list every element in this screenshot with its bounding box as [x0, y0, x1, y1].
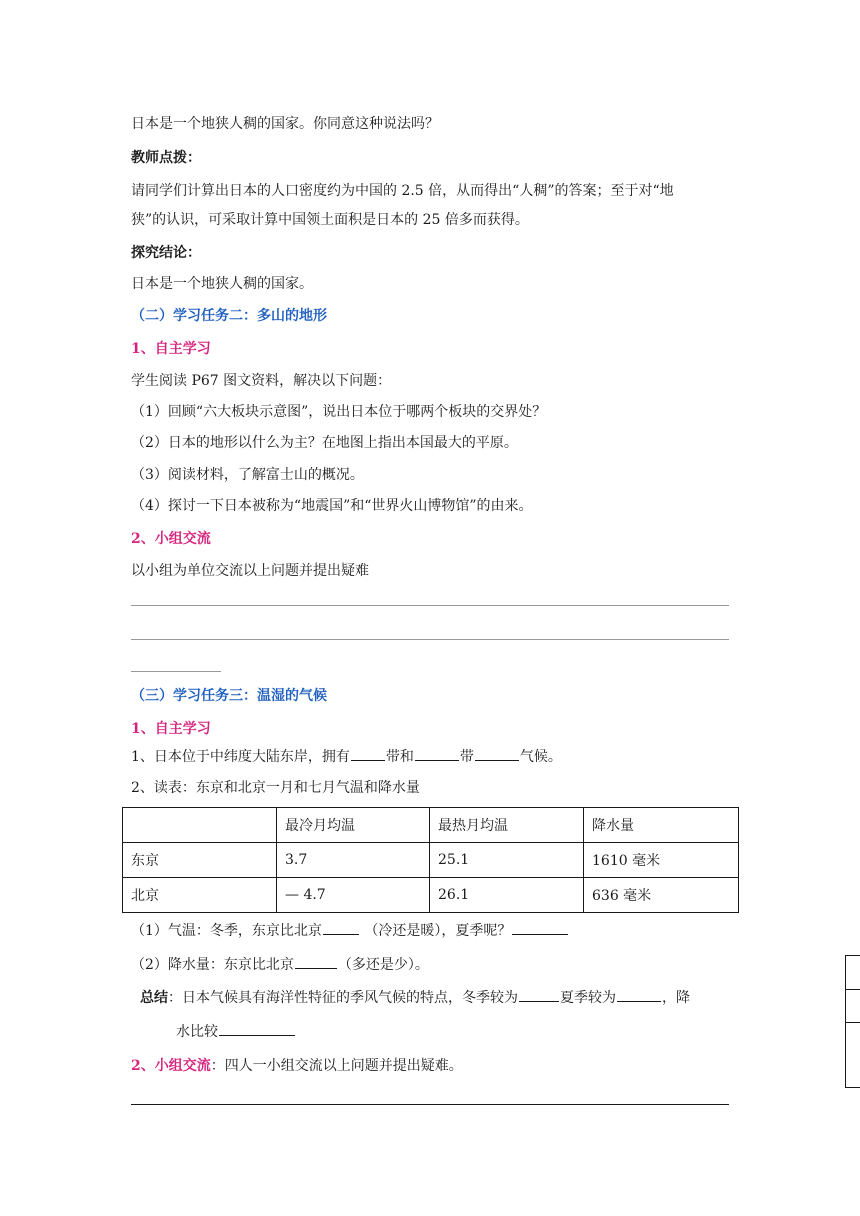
- table-row: [123, 843, 739, 878]
- answer-line: [131, 671, 221, 672]
- teacher-tip-label: 教师点拨：: [131, 150, 201, 166]
- fill-blank[interactable]: [415, 746, 459, 761]
- task2-title: （二）学习任务二：多山的地形: [131, 308, 327, 324]
- table-cell: — 4.7: [277, 878, 430, 913]
- fill-blank[interactable]: [519, 987, 559, 1002]
- question-text: 日本是一个地狭人稠的国家。你同意这种说法吗？: [131, 116, 439, 132]
- climate-table: [122, 807, 739, 913]
- fill-blank[interactable]: [219, 1021, 295, 1036]
- table-cell: 最冷月均温: [277, 808, 430, 843]
- table-header-row: [123, 808, 739, 843]
- edge-table-fragment: [845, 955, 860, 1088]
- fill-blank[interactable]: [512, 920, 568, 935]
- task3-group-line: 2、小组交流：四人一小组交流以上问题并提出疑难。: [131, 1058, 463, 1074]
- table-caption: 2、读表：东京和北京一月和七月气温和降水量: [131, 780, 420, 796]
- task2-intro: 学生阅读 P67 图文资料，解决以下问题：: [131, 373, 392, 389]
- task3-title: （三）学习任务三：温湿的气候: [131, 688, 327, 704]
- task2-self-study-heading: 1、自主学习: [131, 341, 211, 357]
- temperature-question: （1）气温：冬季，东京比北京 （冷还是暖），夏季呢？: [131, 920, 731, 941]
- table-cell: 北京: [123, 878, 277, 913]
- conclusion-text: 日本是一个地狭人稠的国家。: [131, 276, 313, 292]
- table-cell: 26.1: [430, 878, 584, 913]
- table-row: [123, 878, 739, 913]
- fill-blank[interactable]: [475, 746, 519, 761]
- table-cell: [123, 808, 277, 843]
- table-cell: 25.1: [430, 843, 584, 878]
- table-cell: 636 毫米: [584, 878, 739, 913]
- answer-line: [131, 605, 729, 606]
- table-cell: 最热月均温: [430, 808, 584, 843]
- teacher-tip-line-1: 请同学们计算出日本的人口密度约为中国的 2.5 倍，从而得出“人稠”的答案；至于对“地: [131, 183, 674, 199]
- fill-blank[interactable]: [351, 746, 385, 761]
- answer-line: [131, 1104, 729, 1105]
- task2-question-4: （4）探讨一下日本被称为“地震国”和“世界火山博物馆”的由来。: [131, 498, 533, 514]
- task2-question-2: （2）日本的地形以什么为主？在地图上指出本国最大的平原。: [131, 435, 518, 451]
- fill-blank[interactable]: [295, 954, 337, 969]
- task2-group-heading: 2、小组交流: [131, 531, 211, 547]
- fill-blank[interactable]: [617, 987, 661, 1002]
- answer-line: [131, 639, 729, 640]
- fill-blank[interactable]: [323, 920, 359, 935]
- table-cell: 降水量: [584, 808, 739, 843]
- task2-question-3: （3）阅读材料，了解富士山的概况。: [131, 467, 364, 483]
- task3-self-study-heading: 1、自主学习: [131, 721, 211, 737]
- rainfall-question: （2）降水量：东京比北京 （多还是少）。: [131, 954, 731, 975]
- teacher-tip-line-2: 狭”的认识，可采取计算中国领土面积是日本的 25 倍多而获得。: [131, 212, 529, 228]
- conclusion-label: 探究结论：: [131, 245, 201, 261]
- summary-line-1: 总结：日本气候具有海洋性特征的季风气候的特点，冬季较为 夏季较为 ，降: [140, 987, 740, 1008]
- fill-in-climate: 1、日本位于中纬度大陆东岸，拥有 带和 带 气候。: [131, 746, 731, 767]
- table-cell: 3.7: [277, 843, 430, 878]
- table-cell: 东京: [123, 843, 277, 878]
- task2-group-text: 以小组为单位交流以上问题并提出疑难: [131, 563, 369, 579]
- summary-line-2: 水比较: [176, 1021, 776, 1042]
- table-cell: 1610 毫米: [584, 843, 739, 878]
- task2-question-1: （1）回顾“六大板块示意图”，说出日本位于哪两个板块的交界处？: [131, 404, 547, 420]
